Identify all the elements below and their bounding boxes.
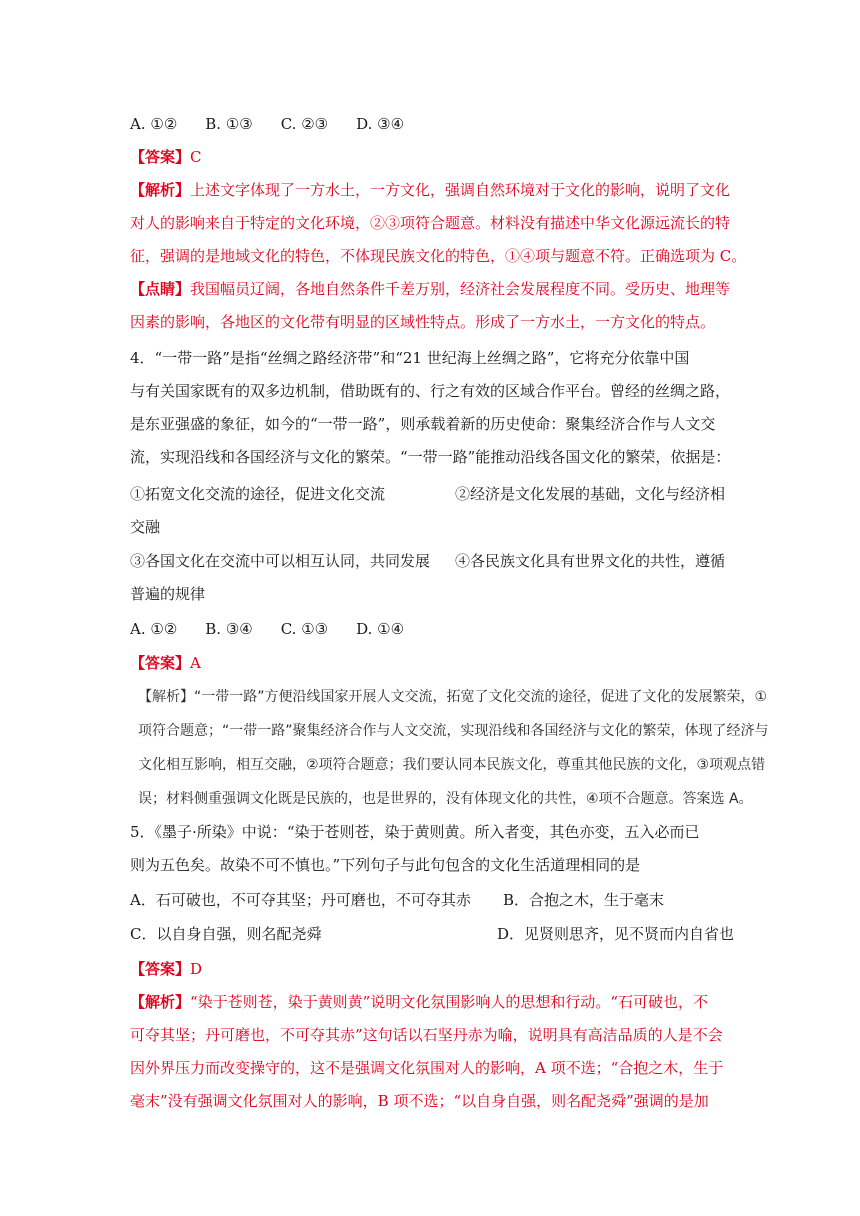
q4-option-b: B. ③④: [205, 620, 253, 638]
q3-comment-text-1: 我国幅员辽阔，各地自然条件千差万别，经济社会发展程度不同。受历史、地理等: [190, 280, 731, 298]
q4-stem-line-3: 是东亚强盛的象征，如今的“一带一路”，则承载着新的历史使命：聚集经济合作与人文交: [130, 415, 716, 433]
q4-item-4-cont: 普遍的规律: [130, 585, 206, 603]
q3-option-d: D. ③④: [356, 115, 405, 133]
q3-analysis-line-3: 征，强调的是地域文化的特色，不体现民族文化的特色，①④项与题意不符。正确选项为 C。: [130, 247, 747, 265]
q5-analysis-text-1: “染于苍则苍，染于黄则黄”说明文化氛围影响人的思想和行动。“石可破也，不: [190, 993, 709, 1011]
q4-stem-line-4: 流，实现沿线和各国经济与文化的繁荣。“一带一路”能推动沿线各国文化的繁荣，依据是：: [130, 448, 731, 466]
q4-stem-line-1: 4．“一带一路”是指“丝绸之路经济带”和“21 世纪海上丝绸之路”，它将充分依靠中国: [130, 349, 690, 367]
q4-item-2-cont: 交融: [130, 518, 161, 536]
q3-analysis-text-1: 上述文字体现了一方水土，一方文化，强调自然环境对于文化的影响，说明了文化: [190, 181, 731, 199]
q5-answer: [130, 959, 202, 979]
q4-analysis-image: [130, 682, 769, 814]
q5-answer-value: D: [190, 960, 203, 978]
q4-answer-tag: 【答案】: [130, 654, 191, 672]
q3-option-c: C. ②③: [280, 115, 329, 133]
q3-answer: [130, 147, 202, 167]
q4-stem-line-2: 与有关国家既有的双多边机制，借助既有的、行之有效的区域合作平台。曾经的丝绸之路，: [130, 382, 731, 400]
q5-analysis-line-1: [130, 992, 708, 1012]
q4-item-1: ①拓宽文化交流的途径，促进文化交流: [130, 485, 386, 503]
q3-option-a: A. ①②: [130, 115, 178, 133]
q4-option-c: C. ①③: [280, 620, 329, 638]
q4-analysis-line-1: 【解析】“一带一路”方便沿线国家开展人文交流，拓宽了文化交流的途径，促进了文化的发展繁荣，①: [138, 689, 768, 705]
q5-analysis-tag: 【解析】: [130, 993, 191, 1011]
q5-option-b: B．合抱之木，生于毫末: [503, 891, 665, 909]
q5-option-c: C．以自身自强，则名配尧舜: [130, 925, 322, 943]
q3-answer-value: C: [190, 148, 202, 166]
q4-item-2: ②经济是文化发展的基础，文化与经济相: [455, 485, 726, 503]
q4-options: [130, 619, 432, 639]
q4-item-4: ④各民族文化具有世界文化的共性，遵循: [455, 552, 726, 570]
q3-analysis-line-1: [130, 180, 730, 200]
q4-analysis-line-2: 项符合题意；“一带一路”聚集经济合作与人文交流，实现沿线和各国经济与文化的繁荣，体现了经济与: [138, 723, 769, 739]
q5-analysis-line-2: 可夺其坚；丹可磨也，不可夺其赤”这句话以石坚丹赤为喻，说明具有高洁品质的人是不会: [130, 1026, 723, 1044]
q5-option-d: D．见贤则思齐，见不贤而内自省也: [497, 925, 735, 943]
q3-comment-line-1: [130, 279, 730, 299]
q5-stem-line-2: 则为五色矣。故染不可不慎也。”下列句子与此句包含的文化生活道理相同的是: [130, 856, 641, 874]
q4-option-a: A. ①②: [130, 620, 178, 638]
q4-answer-value: A: [190, 654, 201, 672]
q5-analysis-line-3: 因外界压力而改变操守的，这不是强调文化氛围对人的影响，A 项不选；“合抱之木，生于: [130, 1059, 724, 1077]
q4-item-3: ③各国文化在交流中可以相互认同，共同发展: [130, 552, 431, 570]
q3-comment-tag: 【点睛】: [130, 280, 191, 298]
q5-analysis-line-4: 毫末”没有强调文化氛围对人的影响，B 项不选；“以自身自强，则名配尧舜”强调的是加: [130, 1092, 709, 1110]
q3-analysis-line-2: 对人的影响来自于特定的文化环境，②③项符合题意。材料没有描述中华文化源远流长的特: [130, 214, 731, 232]
q4-option-d: D. ①④: [356, 620, 405, 638]
q4-analysis-line-3: 文化相互影响，相互交融，②项符合题意；我们要认同本民族文化，尊重其他民族的文化，③项观点错: [138, 757, 766, 773]
q5-stem-line-1: 5．《墨子·所染》中说：“染于苍则苍，染于黄则黄。所入者变，其色亦变，五入必而已: [130, 823, 700, 841]
q3-answer-tag: 【答案】: [130, 148, 191, 166]
q5-option-a: A．石可破也，不可夺其坚；丹可磨也，不可夺其赤: [130, 891, 471, 909]
q3-analysis-tag: 【解析】: [130, 181, 191, 199]
q4-analysis-line-4: 误；材料侧重强调文化既是民族的，也是世界的，没有体现文化的共性，④项不合题意。答案选 A。: [138, 791, 753, 807]
q3-options: [130, 114, 432, 134]
q5-answer-tag: 【答案】: [130, 960, 191, 978]
q3-comment-line-2: 因素的影响，各地区的文化带有明显的区域性特点。形成了一方水土，一方文化的特点。: [130, 313, 716, 331]
q4-answer: [130, 653, 201, 673]
q3-option-b: B. ①③: [205, 115, 253, 133]
